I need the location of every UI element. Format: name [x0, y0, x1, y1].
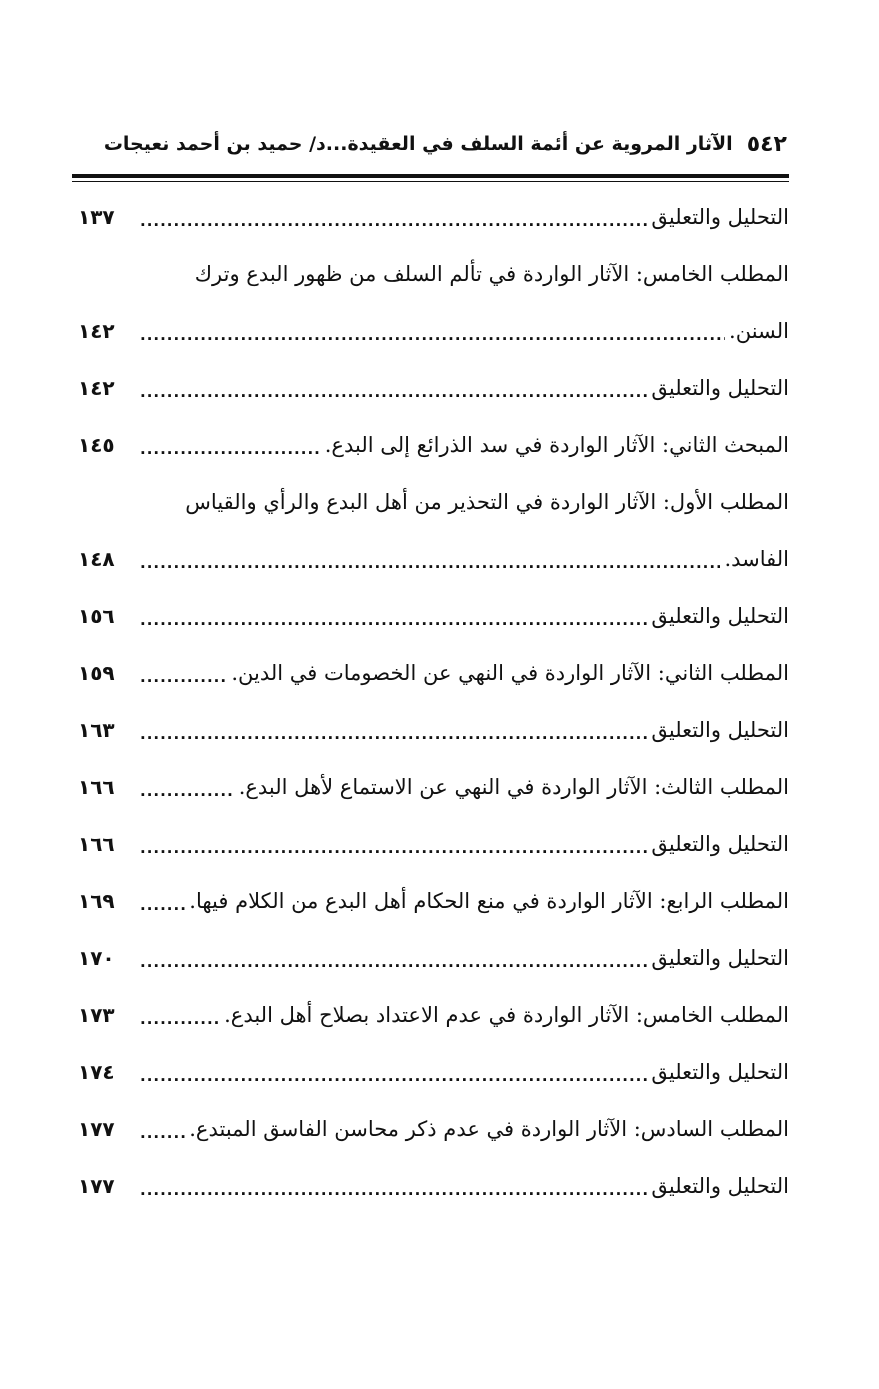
toc-leader-dots: [140, 611, 647, 629]
toc-entry-page: ١٤٥: [78, 432, 115, 457]
toc-leader-dots: [140, 212, 647, 230]
toc-entry-page: ١٧٣: [78, 1002, 115, 1027]
toc-entry-title: التحليل والتعليق: [651, 945, 789, 970]
toc-entry-title: التحليل والتعليق: [651, 204, 789, 229]
toc-row: [78, 188, 789, 245]
toc-leader-dots: [140, 953, 647, 971]
toc-row: [78, 758, 789, 815]
toc-row: [78, 1157, 789, 1214]
toc-row: [78, 359, 789, 416]
toc-entry-page: ١٦٩: [78, 888, 115, 913]
toc-leader-dots: [140, 1067, 647, 1085]
toc-entry-title: المطلب الخامس: الآثار الواردة في تألم السلف من ظهور البدع وترك: [194, 261, 789, 286]
toc-entry-page: ١٤٢: [78, 375, 115, 400]
toc-row: [78, 530, 789, 587]
toc-row: [78, 644, 789, 701]
toc-entry-title: المبحث الثاني: الآثار الواردة في سد الذرائع إلى البدع.: [324, 432, 789, 457]
toc-row: [78, 701, 789, 758]
toc-entry-page: ١٤٨: [78, 546, 115, 571]
toc-entry-title: المطلب الثاني: الآثار الواردة في النهي عن الخصومات في الدين.: [231, 660, 789, 685]
toc-leader-dots: [140, 1010, 220, 1028]
toc-entry-page: ١٧٠: [78, 945, 115, 970]
toc-entry-title: الفاسد.: [724, 546, 789, 571]
toc-row: [78, 1043, 789, 1100]
toc-entry-page: ١٧٧: [78, 1173, 115, 1198]
toc-row: [78, 872, 789, 929]
toc-row: [78, 416, 789, 473]
toc-entry-page: ١٦٦: [78, 774, 115, 799]
toc-leader-dots: [140, 896, 185, 914]
toc-entry-title: السنن.: [729, 318, 789, 343]
toc-entry-page: ١٦٦: [78, 831, 115, 856]
toc-entry-page: ١٤٢: [78, 318, 115, 343]
toc-leader-dots: [140, 554, 720, 572]
running-title: الآثار المروية عن أئمة السلف في العقيدة...د/ حميد بن أحمد نعيجات: [103, 133, 733, 155]
toc-row: [78, 473, 789, 530]
toc-leader-dots: [140, 725, 647, 743]
toc-entry-page: ١٥٦: [78, 603, 115, 628]
toc-entry-page: ١٥٩: [78, 660, 115, 685]
toc-entry-title: المطلب الأول: الآثار الواردة في التحذير من أهل البدع والرأي والقياس: [185, 489, 789, 514]
toc-entry-title: المطلب الرابع: الآثار الواردة في منع الحكام أهل البدع من الكلام فيها.: [189, 888, 789, 913]
toc-leader-dots: [140, 839, 647, 857]
toc-entry-title: التحليل والتعليق: [651, 1059, 789, 1084]
table-of-contents: [78, 188, 789, 1214]
toc-entry-page: ١٣٧: [78, 204, 115, 229]
header-rule-thin: [72, 181, 789, 182]
toc-row: [78, 986, 789, 1043]
toc-entry-title: التحليل والتعليق: [651, 831, 789, 856]
toc-leader-dots: [140, 326, 725, 344]
toc-entry-title: التحليل والتعليق: [651, 375, 789, 400]
toc-entry-page: ١٧٧: [78, 1116, 115, 1141]
running-header: [90, 124, 787, 164]
toc-entry-title: المطلب الثالث: الآثار الواردة في النهي عن الاستماع لأهل البدع.: [238, 774, 789, 799]
toc-entry-title: المطلب السادس: الآثار الواردة في عدم ذكر محاسن الفاسق المبتدع.: [189, 1116, 789, 1141]
toc-row: [78, 1100, 789, 1157]
toc-row: [78, 302, 789, 359]
toc-entry-title: التحليل والتعليق: [651, 717, 789, 742]
toc-leader-dots: [140, 1124, 185, 1142]
toc-row: [78, 587, 789, 644]
toc-leader-dots: [140, 668, 227, 686]
toc-leader-dots: [140, 1181, 647, 1199]
toc-leader-dots: [140, 383, 647, 401]
toc-row: [78, 929, 789, 986]
toc-leader-dots: [140, 782, 235, 800]
toc-entry-title: المطلب الخامس: الآثار الواردة في عدم الاعتداد بصلاح أهل البدع.: [224, 1002, 789, 1027]
toc-leader-dots: [140, 440, 321, 458]
toc-entry-page: ١٦٣: [78, 717, 115, 742]
page-number: ٥٤٢: [746, 131, 787, 157]
toc-row: [78, 245, 789, 302]
toc-entry-title: التحليل والتعليق: [651, 603, 789, 628]
toc-row: [78, 815, 789, 872]
toc-entry-title: التحليل والتعليق: [651, 1173, 789, 1198]
toc-entry-page: ١٧٤: [78, 1059, 115, 1084]
header-rule-thick: [72, 174, 789, 178]
